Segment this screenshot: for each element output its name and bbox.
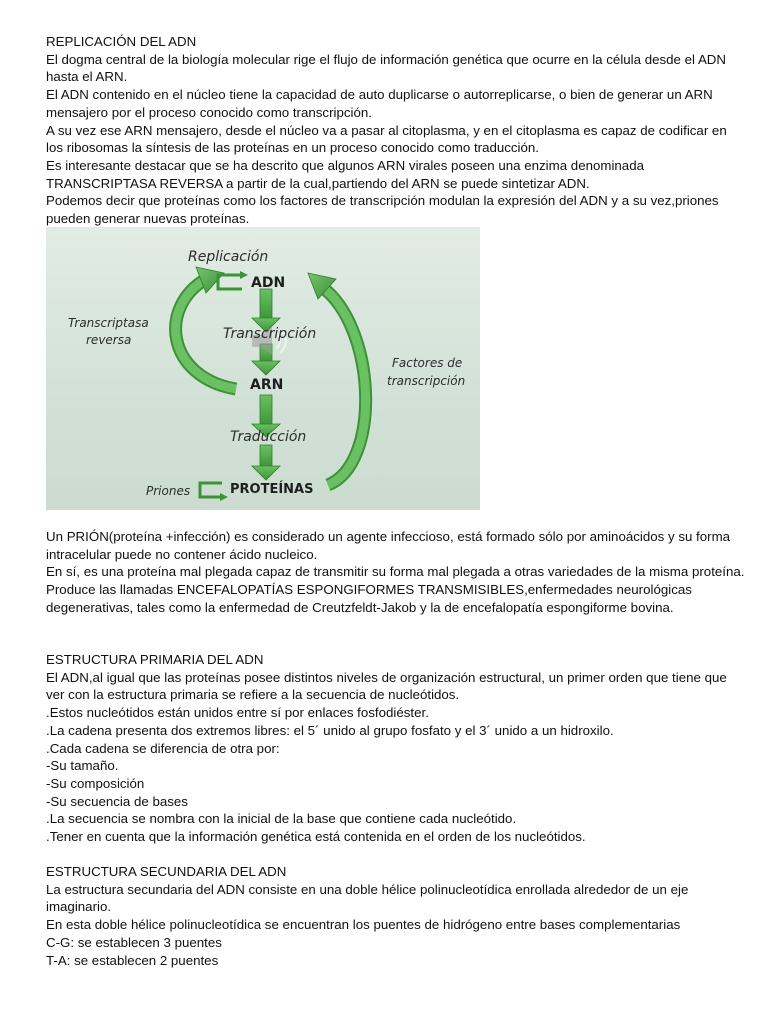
curved-arrow-factores-transcripcion [308,273,366,485]
paragraph: El dogma central de la biología molecular rige el flujo de información genética que ocurre en la célula desde el ADN hasta el ARN. [46,51,727,85]
central-dogma-diagram [46,227,480,510]
paragraph: En sí, es una proteína mal plegada capaz de transmitir su forma mal plegada a otras variedades de la misma proteína. [46,564,745,580]
node-proteinas: PROTEÍNAS [230,482,314,497]
section-title-replicacion: REPLICACIÓN DEL ADN [46,34,197,49]
paragraph: Un PRIÓN(proteína +infección) es considerado un agente infeccioso, está formado sólo por aminoácidos y su forma intracelular puede no contener ácido nucleico. [46,529,731,562]
prion-section [46,528,746,617]
text-line: La estructura secundaria del ADN consiste en una doble hélice polinucleotídica enrollada alrededor de un eje imaginario. [46,881,689,915]
label-transcripcion: Transcripción [223,326,317,342]
text-line: C-G: se establecen 3 puentes [46,934,222,950]
section-title-secundaria: ESTRUCTURA SECUNDARIA DEL ADN [46,864,287,879]
estructura-primaria-section [46,651,746,846]
text-line: .Estos nucleótidos están unidos entre sí por enlaces fosfodiéster. [46,705,429,721]
section-title-primaria: ESTRUCTURA PRIMARIA DEL ADN [46,652,264,667]
label-transcriptasa-line2: reversa [86,333,132,347]
label-traduccion: Traducción [230,429,307,445]
paragraph: Es interesante destacar que se ha descrito que algunos ARN virales poseen una enzima denominada TRANSCRIPTASA REVERSA a partir de la cual,partiendo del ARN se puede sintetizar ADN. [46,157,644,191]
text-line: .Cada cadena se diferencia de otra por: [46,740,280,756]
text-line: .Tener en cuenta que la información genética está contenida en el orden de los nucleótidos. [46,829,586,845]
paragraph: Produce las llamadas ENCEFALOPATÍAS ESPONGIFORMES TRANSMISIBLES,enfermedades neurológicas degenerativas, tales como la enfermedad de Creutzfeldt-Jakob y la de encefalopatía espongiforme bovina. [46,582,692,615]
label-factores-line2: transcripción [387,374,466,388]
node-arn: ARN [250,377,284,393]
text-line: -Su composición [46,775,145,791]
text-line: .La secuencia se nombra con la inicial de la base que contiene cada nucleótido. [46,811,517,827]
node-adn: ADN [251,275,286,291]
label-factores-line1: Factores de [392,356,463,370]
text-line: El ADN,al igual que las proteínas posee distintos niveles de organización estructural, un primer orden que tiene que ver con la estructura primaria se refiere a la secuencia de nucleótidos. [46,669,727,703]
estructura-secundaria-section [46,863,746,969]
text-line: En esta doble hélice polinucleotídica se encuentran los puentes de hidrógeno entre bases complementarias [46,917,681,933]
label-priones: Priones [146,484,191,498]
paragraph: El ADN contenido en el núcleo tiene la capacidad de auto duplicarse o autorreplicarse, o bien de generar un ARN mensajero por el proceso conocido como transcripción. [46,87,713,120]
intro-section [46,33,746,228]
priones-bracket [200,483,228,501]
replication-bracket [218,271,248,289]
text-line: -Su tamaño. [46,758,119,774]
text-line: -Su secuencia de bases [46,793,188,809]
label-transcriptasa-line1: Transcriptasa [68,316,149,330]
paragraph: Podemos decir que proteínas como los factores de transcripción modulan la expresión del ADN y a su vez,priones pueden generar nuevas proteínas. [46,193,719,227]
text-line: .La cadena presenta dos extremos libres: el 5´ unido al grupo fosfato y el 3´ unido a un hidroxilo. [46,722,614,738]
label-replicacion: Replicación [188,249,269,265]
text-line: T-A: se establecen 2 puentes [46,952,219,968]
paragraph: A su vez ese ARN mensajero, desde el núcleo va a pasar al citoplasma, y en el citoplasma es capaz de codificar en los ribosomas la síntesis de las proteínas en un proceso conocido como traducción. [46,122,727,156]
diagram-svg [46,227,480,510]
